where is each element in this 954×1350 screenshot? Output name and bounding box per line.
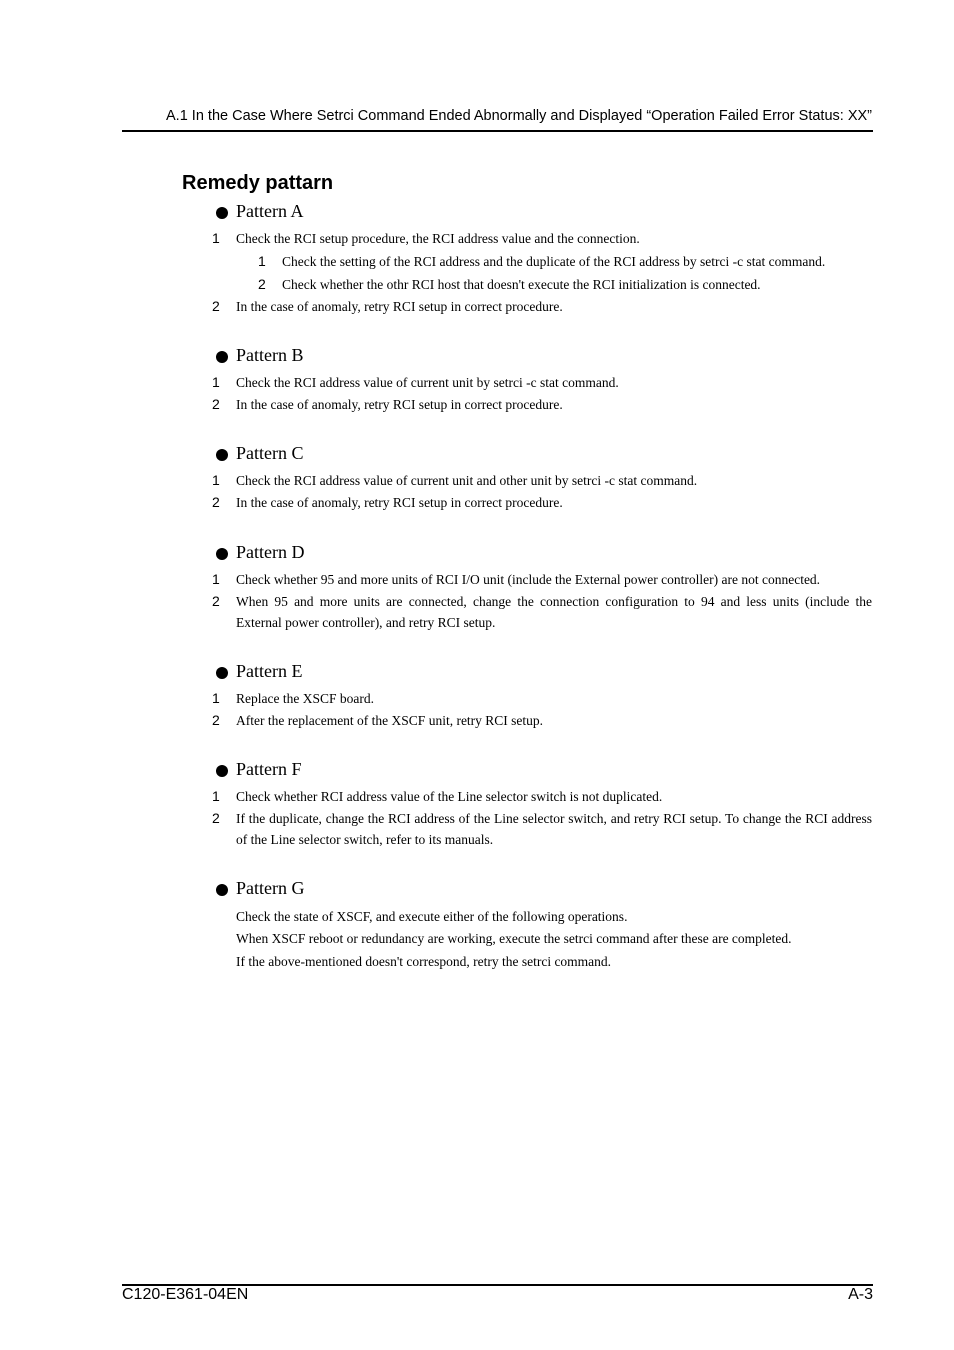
step xyxy=(0,470,954,491)
pattern-title: Pattern G xyxy=(236,878,305,898)
running-header: A.1 In the Case Where Setrci Command Ended Abnormally and Displayed “Operation Failed Error Status: XX” xyxy=(166,108,872,124)
step xyxy=(0,786,954,807)
step-number: 2 xyxy=(212,810,220,826)
document-id: C120-E361-04EN xyxy=(122,1286,249,1303)
pattern-heading xyxy=(0,441,954,469)
step-number: 1 xyxy=(212,788,220,804)
step-number: 1 xyxy=(212,571,220,587)
pattern-title: Pattern F xyxy=(236,759,302,779)
step-text: Check the RCI setup procedure, the RCI address value and the connection. xyxy=(236,231,640,246)
step-text: In the case of anomaly, retry RCI setup in correct procedure. xyxy=(236,495,563,510)
pattern-heading xyxy=(0,199,954,227)
step-text: After the replacement of the XSCF unit, retry RCI setup. xyxy=(236,713,544,728)
bullet-icon xyxy=(216,449,228,461)
pattern-heading xyxy=(0,876,954,904)
step-number: 2 xyxy=(212,494,220,510)
step xyxy=(0,296,954,317)
step xyxy=(0,372,954,393)
step xyxy=(0,591,954,633)
pattern-heading xyxy=(0,343,954,371)
step xyxy=(0,228,954,249)
pattern-f xyxy=(0,757,954,850)
body-line: When XSCF reboot or redundancy are working, execute the setrci command after these are completed. xyxy=(236,931,792,946)
step-number: 1 xyxy=(212,374,220,390)
sub-step xyxy=(0,274,954,295)
step-text: Check whether 95 and more units of RCI I/O unit (include the External power controller) are not connected. xyxy=(236,572,821,587)
step xyxy=(0,808,954,850)
step-number: 2 xyxy=(212,298,220,314)
pattern-heading xyxy=(0,757,954,785)
sub-step-text: Check the setting of the RCI address and the duplicate of the RCI address by setrci -c stat command. xyxy=(282,254,826,269)
pattern-title: Pattern C xyxy=(236,443,304,463)
pattern-e xyxy=(0,659,954,731)
step-text: Replace the XSCF board. xyxy=(236,691,374,706)
bullet-icon xyxy=(216,351,228,363)
pattern-title: Pattern A xyxy=(236,201,304,221)
step-text: Check the RCI address value of current unit and other unit by setrci -c stat command. xyxy=(236,473,698,488)
step-text: Check whether RCI address value of the Line selector switch is not duplicated. xyxy=(236,789,663,804)
step-number: 2 xyxy=(212,712,220,728)
step xyxy=(0,710,954,731)
step xyxy=(0,492,954,513)
pattern-title: Pattern E xyxy=(236,661,303,681)
pattern-heading xyxy=(0,540,954,568)
step-number: 1 xyxy=(212,690,220,706)
header-rule xyxy=(122,130,873,132)
bullet-icon xyxy=(216,207,228,219)
step-text: Check the RCI address value of current unit by setrci -c stat command. xyxy=(236,375,619,390)
pattern-title: Pattern D xyxy=(236,542,305,562)
step xyxy=(0,688,954,709)
bullet-icon xyxy=(216,884,228,896)
pattern-heading xyxy=(0,659,954,687)
step xyxy=(0,569,954,590)
pattern-a xyxy=(0,199,954,317)
pattern-g xyxy=(0,876,954,972)
section-title: Remedy pattarn xyxy=(182,172,334,194)
step-number: 2 xyxy=(212,396,220,412)
body-line: Check the state of XSCF, and execute either of the following operations. xyxy=(236,908,628,924)
step-number: 1 xyxy=(212,230,220,246)
pattern-title: Pattern B xyxy=(236,345,304,365)
step-text: If the duplicate, change the RCI address of the Line selector switch, and retry RCI setup. To change the RCI address of the Line selector switch, refer to its manuals. xyxy=(236,811,872,847)
step-text: In the case of anomaly, retry RCI setup in correct procedure. xyxy=(236,397,563,412)
sub-step-number: 2 xyxy=(258,276,266,292)
sub-step xyxy=(0,251,954,272)
sub-step-number: 1 xyxy=(258,253,266,269)
page-number: A-3 xyxy=(848,1286,873,1303)
step-number: 2 xyxy=(212,593,220,609)
step-text: When 95 and more units are connected, change the connection configuration to 94 and less units (include the External power controller), and retry RCI setup. xyxy=(236,594,872,630)
bullet-icon xyxy=(216,548,228,560)
pattern-c xyxy=(0,441,954,513)
body-line: If the above-mentioned doesn't correspond, retry the setrci command. xyxy=(236,953,612,969)
step xyxy=(0,394,954,415)
pattern-d xyxy=(0,540,954,633)
step-text: In the case of anomaly, retry RCI setup in correct procedure. xyxy=(236,299,563,314)
bullet-icon xyxy=(216,667,228,679)
sub-step-text: Check whether the othr RCI host that doesn't execute the RCI initialization is connected. xyxy=(282,277,761,292)
pattern-b xyxy=(0,343,954,415)
step-number: 1 xyxy=(212,472,220,488)
bullet-icon xyxy=(216,765,228,777)
